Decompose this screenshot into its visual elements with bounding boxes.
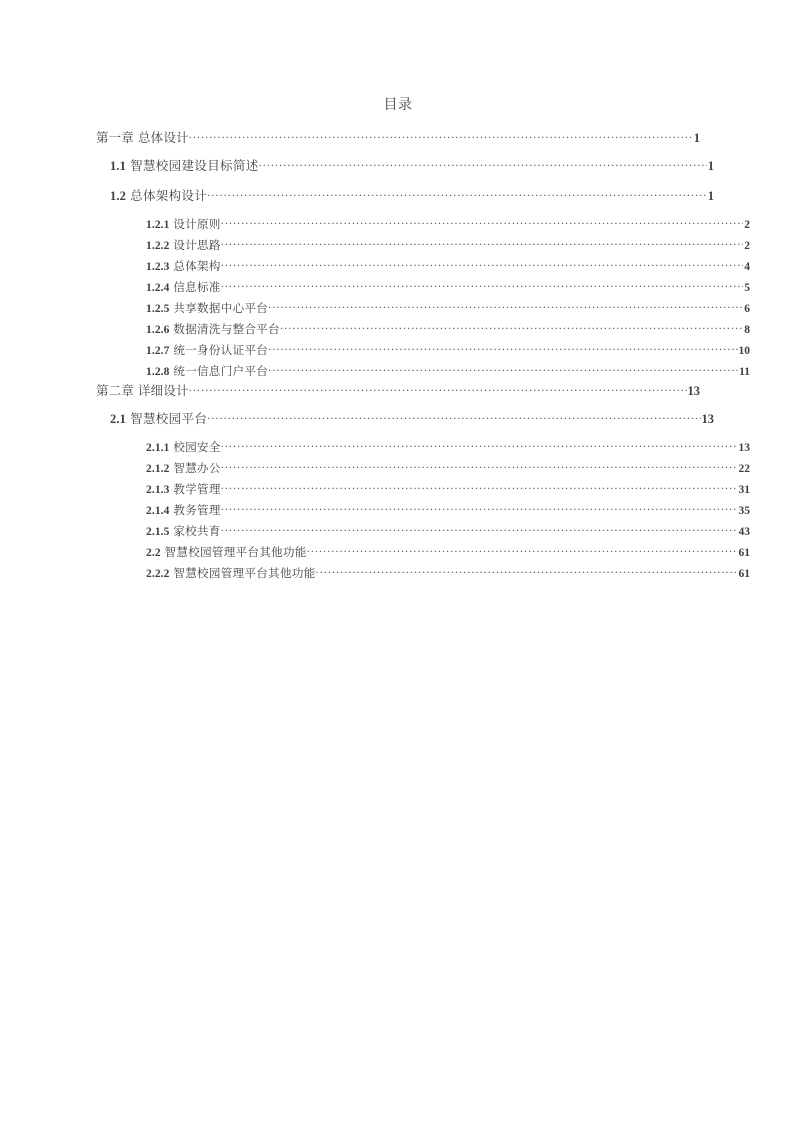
toc-leader-dots bbox=[221, 238, 744, 250]
toc-entry-page-number: 5 bbox=[744, 282, 750, 294]
toc-entry[interactable] bbox=[110, 156, 714, 186]
toc-leader-dots bbox=[221, 440, 738, 452]
toc-entry-number: 1.2.3 bbox=[146, 261, 170, 273]
toc-leader-dots bbox=[207, 188, 707, 201]
toc-entry-number: 2.1.4 bbox=[146, 505, 170, 517]
toc-entry[interactable] bbox=[146, 342, 750, 363]
toc-entry[interactable] bbox=[110, 409, 714, 439]
toc-entry-text: 设计思路 bbox=[173, 240, 221, 252]
toc-entry-number: 第一章 bbox=[96, 131, 134, 145]
toc-entry-page-number: 10 bbox=[738, 345, 750, 357]
toc-entry-page-number: 31 bbox=[738, 484, 750, 496]
toc-entry-label bbox=[146, 300, 268, 316]
toc-entry-text: 家校共育 bbox=[173, 526, 221, 538]
toc-entry[interactable] bbox=[146, 565, 750, 586]
toc-entry-label bbox=[146, 565, 316, 581]
toc-leader-dots bbox=[221, 280, 744, 292]
toc-entry-page-number: 13 bbox=[701, 412, 714, 426]
toc-entry-label bbox=[146, 460, 221, 476]
toc-leader-dots bbox=[221, 524, 738, 536]
toc-entry-number: 1.2 bbox=[110, 189, 126, 203]
toc-entry-label bbox=[146, 363, 268, 379]
toc-entry-label bbox=[146, 544, 307, 560]
toc-entry[interactable] bbox=[146, 279, 750, 300]
toc-entry-text: 统一信息门户平台 bbox=[173, 366, 269, 378]
toc-entry-number: 1.2.6 bbox=[146, 324, 170, 336]
toc-entry-text: 智慧校园建设目标简述 bbox=[130, 159, 259, 173]
toc-entry-page-number: 35 bbox=[738, 505, 750, 517]
toc-entry[interactable] bbox=[146, 258, 750, 279]
toc-entry-label bbox=[146, 342, 268, 358]
toc-leader-dots bbox=[221, 217, 744, 229]
toc-entry[interactable] bbox=[146, 544, 750, 565]
toc-entry-number: 第二章 bbox=[96, 384, 134, 398]
toc-entry-text: 总体设计 bbox=[137, 131, 189, 145]
toc-entry-page-number: 1 bbox=[707, 159, 714, 173]
toc-entry-label bbox=[146, 237, 221, 253]
toc-entry-label bbox=[146, 279, 221, 295]
toc-entry-number: 1.1 bbox=[110, 159, 126, 173]
toc-entry-label bbox=[146, 502, 221, 518]
toc-entry[interactable] bbox=[146, 502, 750, 523]
toc-entry-page-number: 1 bbox=[707, 189, 714, 203]
toc-leader-dots bbox=[307, 545, 738, 557]
toc-entry[interactable] bbox=[96, 128, 700, 156]
toc-entry-number: 1.2.8 bbox=[146, 366, 170, 378]
toc-entry-page-number: 1 bbox=[693, 131, 700, 145]
toc-entry-number: 2.1.2 bbox=[146, 463, 170, 475]
toc-entry-page-number: 4 bbox=[744, 261, 750, 273]
toc-entry-text: 信息标准 bbox=[173, 282, 221, 294]
toc-entry-text: 总体架构 bbox=[173, 261, 221, 273]
toc-entry-text: 详细设计 bbox=[137, 384, 189, 398]
toc-entry-page-number: 61 bbox=[738, 547, 750, 559]
toc-entry[interactable] bbox=[146, 300, 750, 321]
toc-entry[interactable] bbox=[146, 237, 750, 258]
toc-entry-label bbox=[146, 481, 221, 497]
toc-entry-label bbox=[110, 409, 207, 427]
toc-entry-label bbox=[96, 128, 189, 146]
toc-entry-page-number: 13 bbox=[687, 384, 700, 398]
toc-entry-label bbox=[110, 186, 207, 204]
toc-entry-label bbox=[146, 523, 221, 539]
toc-entry-number: 2.1.3 bbox=[146, 484, 170, 496]
toc-entry-label bbox=[110, 156, 259, 174]
toc-entry-text: 智慧校园管理平台其他功能 bbox=[173, 568, 316, 580]
toc-entry-number: 1.2.2 bbox=[146, 240, 170, 252]
toc-leader-dots bbox=[189, 383, 687, 396]
toc-entry-text: 设计原则 bbox=[173, 219, 221, 231]
toc-entry-number: 2.1.5 bbox=[146, 526, 170, 538]
toc-entry-text: 智慧校园平台 bbox=[130, 412, 208, 426]
page-title: 目录 bbox=[383, 98, 413, 113]
toc-entry-text: 共享数据中心平台 bbox=[173, 303, 269, 315]
toc-leader-dots bbox=[221, 259, 744, 271]
toc-entry[interactable] bbox=[110, 186, 714, 216]
toc-entry-text: 智慧办公 bbox=[173, 463, 221, 475]
toc-entry-page-number: 61 bbox=[738, 568, 750, 580]
toc-entry-number: 1.2.4 bbox=[146, 282, 170, 294]
toc-leader-dots bbox=[221, 503, 738, 515]
toc-entry-number: 2.2.2 bbox=[146, 568, 170, 580]
toc-entry-page-number: 8 bbox=[744, 324, 750, 336]
toc-entry-text: 智慧校园管理平台其他功能 bbox=[164, 547, 307, 559]
toc-entry-label bbox=[146, 439, 221, 455]
toc-entry-number: 2.2 bbox=[146, 547, 161, 559]
toc-entry-number: 1.2.7 bbox=[146, 345, 170, 357]
toc-entry-text: 数据清洗与整合平台 bbox=[173, 324, 280, 336]
toc-entry-page-number: 13 bbox=[738, 442, 750, 454]
toc-entry-label bbox=[146, 321, 280, 337]
toc-entry-page-number: 22 bbox=[738, 463, 750, 475]
toc-leader-dots bbox=[268, 364, 738, 376]
toc-entry[interactable] bbox=[146, 363, 750, 381]
toc-entry-text: 统一身份认证平台 bbox=[173, 345, 269, 357]
toc-leader-dots bbox=[207, 411, 700, 424]
toc-leader-dots bbox=[189, 130, 693, 143]
toc-leader-dots bbox=[316, 566, 738, 578]
toc-leader-dots bbox=[221, 461, 738, 473]
toc-entry[interactable] bbox=[146, 460, 750, 481]
toc-entry-text: 总体架构设计 bbox=[130, 189, 208, 203]
toc-entry-page-number: 2 bbox=[744, 219, 750, 231]
toc-entry-number: 2.1.1 bbox=[146, 442, 170, 454]
toc-leader-dots bbox=[259, 158, 707, 171]
toc-entry-number: 1.2.1 bbox=[146, 219, 170, 231]
toc-entry-text: 校园安全 bbox=[173, 442, 221, 454]
toc-entry-number: 2.1 bbox=[110, 412, 126, 426]
toc-entry-list bbox=[96, 128, 750, 586]
table-of-contents bbox=[96, 96, 750, 586]
toc-entry-text: 教学管理 bbox=[173, 484, 221, 496]
toc-leader-dots bbox=[221, 482, 738, 494]
toc-entry[interactable] bbox=[146, 216, 750, 237]
toc-entry-label bbox=[96, 381, 189, 399]
toc-entry-label bbox=[146, 216, 221, 232]
toc-entry-page-number: 43 bbox=[738, 526, 750, 538]
toc-entry-number: 1.2.5 bbox=[146, 303, 170, 315]
toc-entry-page-number: 2 bbox=[744, 240, 750, 252]
toc-entry-page-number: 6 bbox=[744, 303, 750, 315]
toc-leader-dots bbox=[268, 343, 737, 355]
toc-entry-page-number: 11 bbox=[739, 366, 750, 378]
toc-entry[interactable] bbox=[96, 381, 700, 409]
toc-entry[interactable] bbox=[146, 321, 750, 342]
toc-entry-label bbox=[146, 258, 221, 274]
toc-entry[interactable] bbox=[146, 523, 750, 544]
toc-leader-dots bbox=[268, 301, 743, 313]
toc-entry[interactable] bbox=[146, 481, 750, 502]
toc-leader-dots bbox=[280, 322, 743, 334]
toc-entry-text: 教务管理 bbox=[173, 505, 221, 517]
toc-entry[interactable] bbox=[146, 439, 750, 460]
